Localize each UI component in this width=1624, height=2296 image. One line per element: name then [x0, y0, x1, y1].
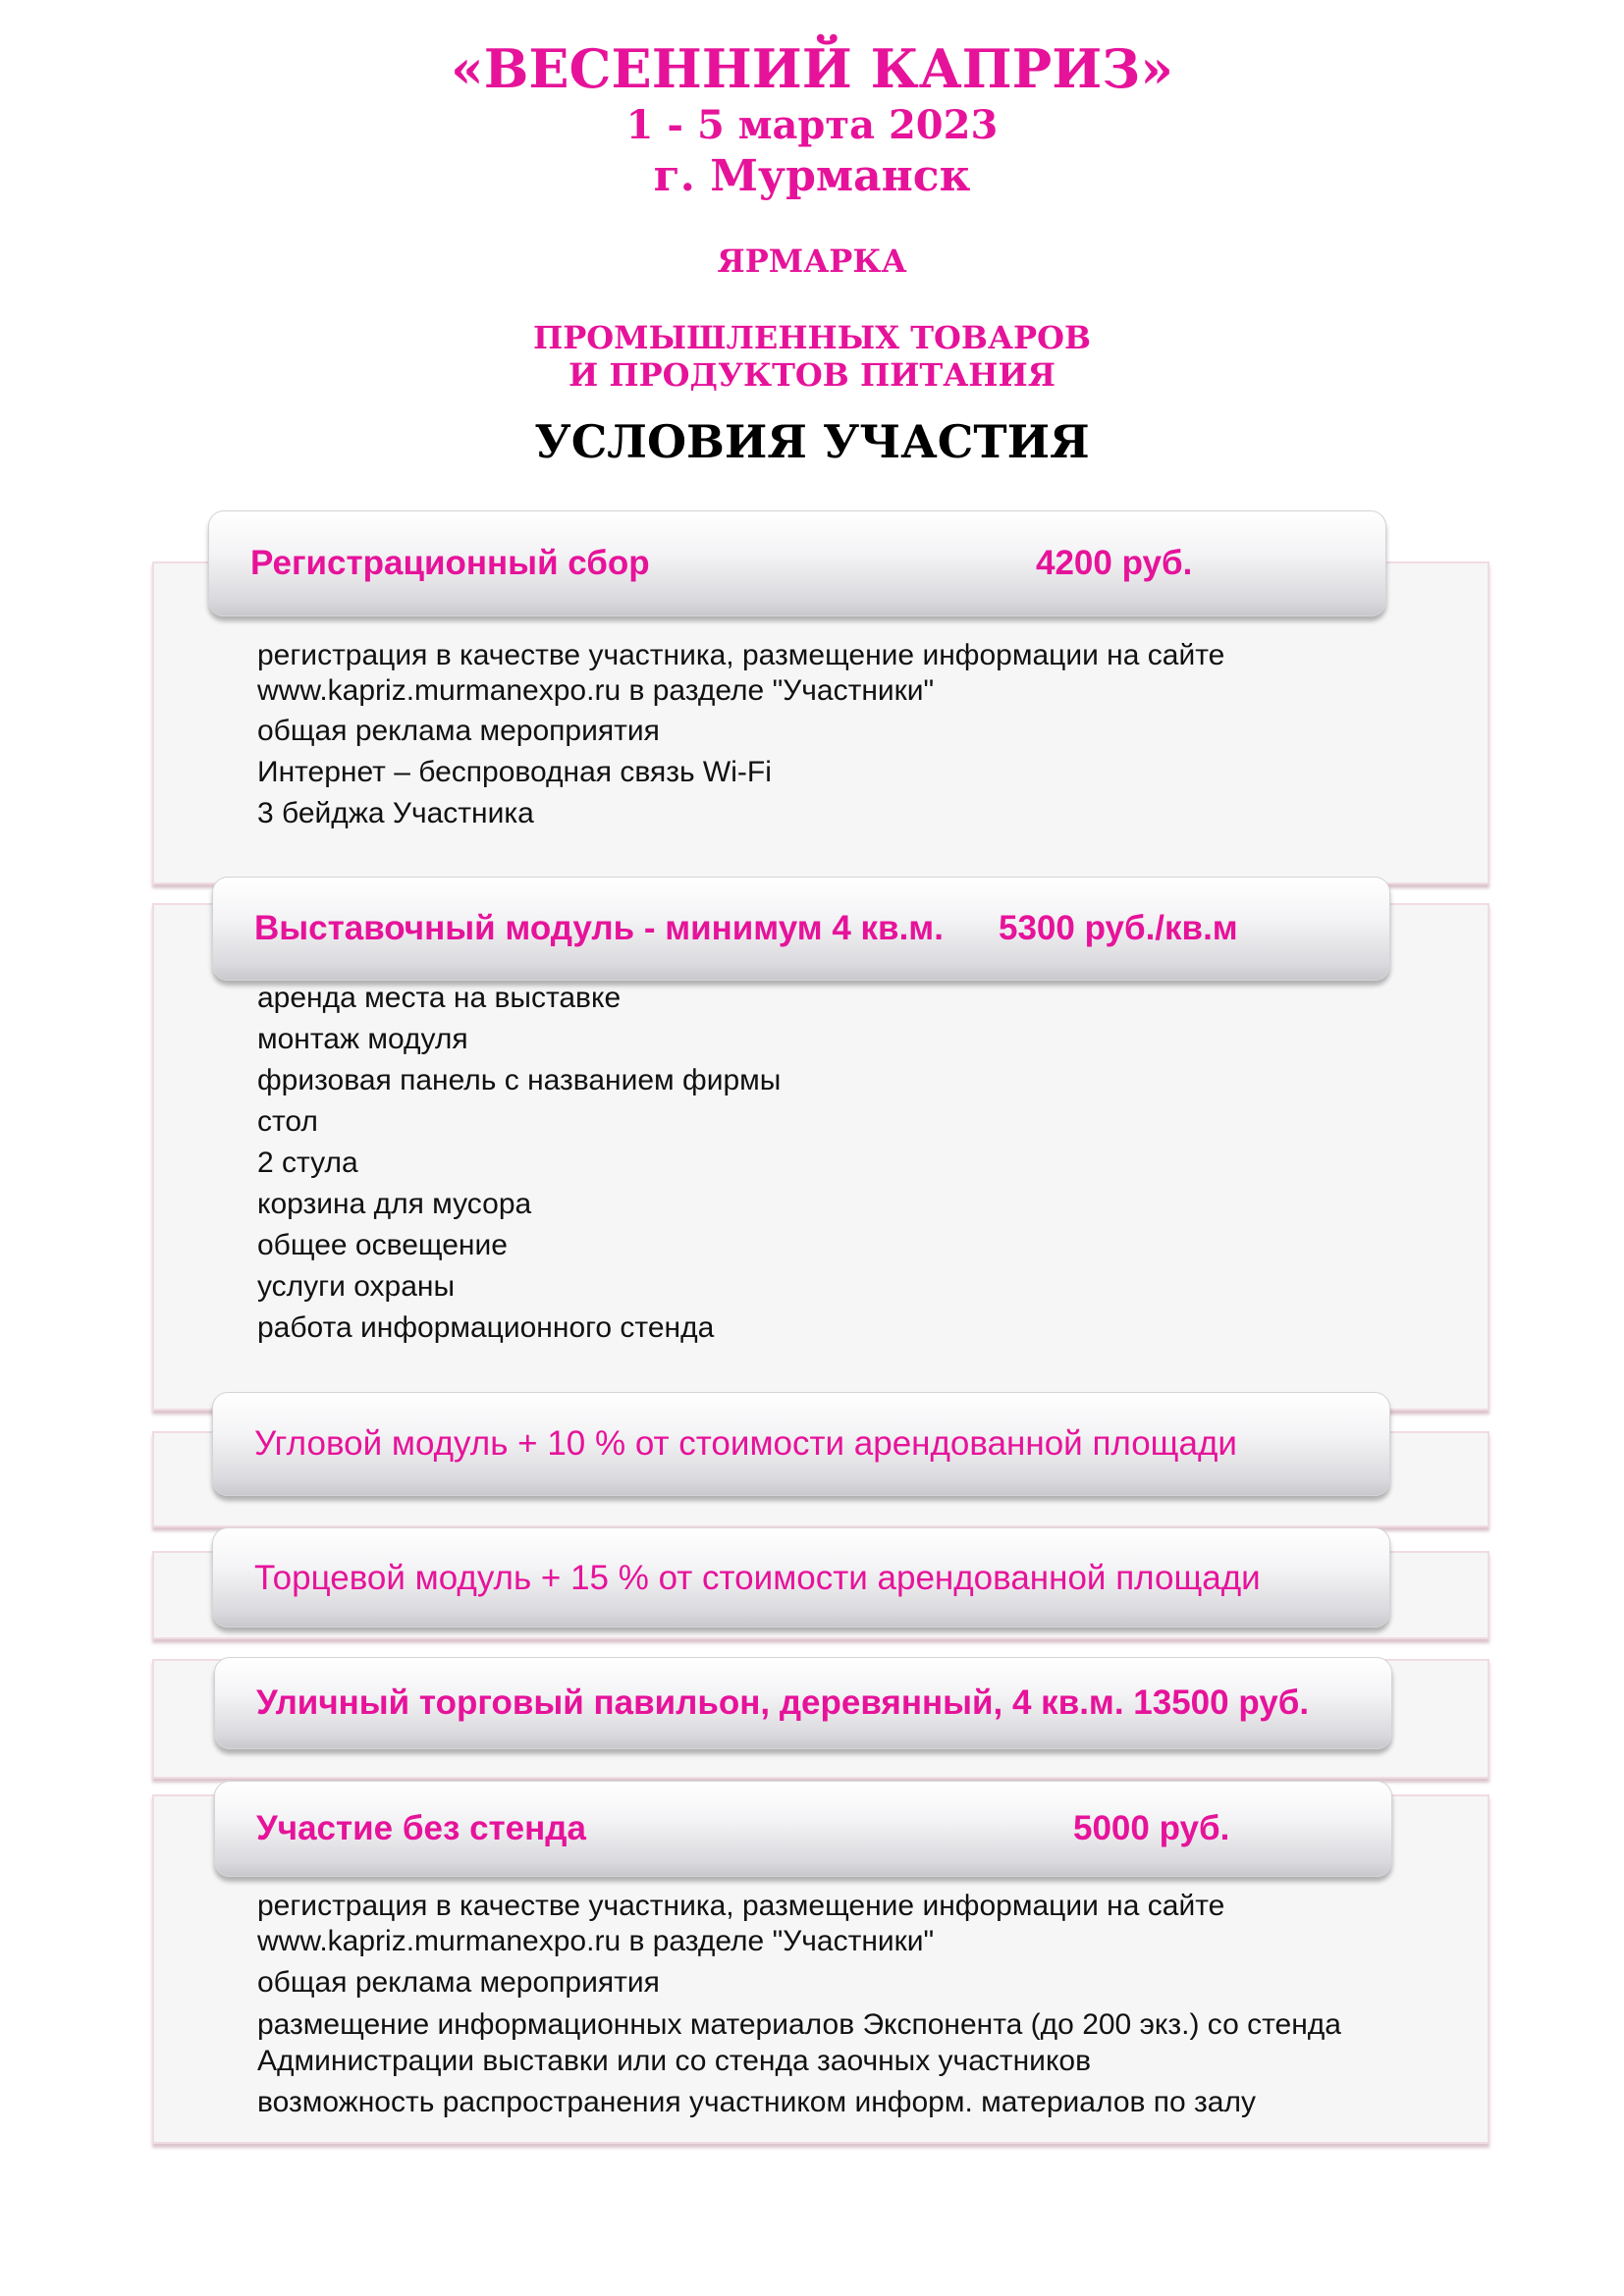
no-stand-header-bar	[214, 1781, 1392, 1877]
registration-label: Регистрационный сбор	[250, 544, 650, 582]
pavilion-header-bar	[214, 1657, 1392, 1749]
module-price: 5300 руб./кв.м	[999, 909, 1238, 947]
end-header-bar	[212, 1527, 1390, 1628]
conditions-title: УСЛОВИЯ УЧАСТИЯ	[534, 415, 1090, 468]
goods-line-2: И ПРОДУКТОВ ПИТАНИЯ	[568, 356, 1056, 394]
event-kind: ЯРМАРКА	[717, 242, 907, 280]
no-stand-label: Участие без стенда	[256, 1809, 586, 1847]
no-stand-price: 5000 руб.	[1073, 1809, 1230, 1847]
event-dates: 1 - 5 марта 2023	[625, 102, 999, 148]
list-item: работа информационного стенда	[257, 1311, 715, 1344]
goods-line-1: ПРОМЫШЛЕННЫХ ТОВАРОВ	[533, 319, 1091, 356]
list-item: 3 бейджа Участника	[257, 797, 534, 829]
list-item: 2 стула	[257, 1147, 358, 1179]
event-title: «ВЕСЕННИЙ КАПРИЗ»	[451, 37, 1173, 100]
pavilion-label: Уличный торговый павильон, деревянный, 4 кв.м. 13500 руб.	[256, 1683, 1310, 1722]
event-city: г. Мурманск	[653, 151, 971, 201]
list-item: общая реклама мероприятия	[257, 1966, 660, 1999]
list-item: www.kapriz.murmanexpo.ru в разделе "Участники"	[257, 674, 935, 707]
list-item: аренда места на выставке	[257, 982, 622, 1014]
list-item: регистрация в качестве участника, размещение информации на сайте	[257, 639, 1225, 671]
list-item: Администрации выставки или со стенда заочных участников	[257, 2045, 1092, 2077]
corner-header-bar	[212, 1392, 1390, 1496]
list-item: Интернет – беспроводная связь Wi-Fi	[257, 756, 772, 788]
list-item: корзина для мусора	[257, 1188, 532, 1220]
list-item: регистрация в качестве участника, размещение информации на сайте	[257, 1890, 1225, 1922]
list-item: общее освещение	[257, 1229, 508, 1261]
list-item: монтаж модуля	[257, 1023, 468, 1055]
list-item: стол	[257, 1105, 318, 1138]
list-item: фризовая панель с названием фирмы	[257, 1064, 782, 1096]
end-label: Торцевой модуль + 15 % от стоимости арендованной площади	[254, 1559, 1261, 1597]
module-list	[257, 978, 781, 1349]
corner-label: Угловой модуль + 10 % от стоимости арендованной площади	[254, 1424, 1237, 1463]
registration-header-bar	[208, 510, 1386, 616]
list-item: общая реклама мероприятия	[257, 715, 660, 747]
registration-price: 4200 руб.	[1036, 544, 1193, 582]
no-stand-list	[257, 1889, 1341, 2124]
list-item: www.kapriz.murmanexpo.ru в разделе "Участники"	[257, 1925, 935, 1957]
list-item: возможность распространения участником информ. материалов по залу	[257, 2086, 1256, 2118]
list-item: размещение информационных материалов Экспонента (до 200 экз.) со стенда	[257, 2008, 1341, 2041]
module-label: Выставочный модуль - минимум 4 кв.м.	[254, 909, 944, 947]
list-item: услуги охраны	[257, 1270, 456, 1303]
registration-list	[257, 638, 1224, 834]
module-header-bar	[212, 877, 1390, 981]
